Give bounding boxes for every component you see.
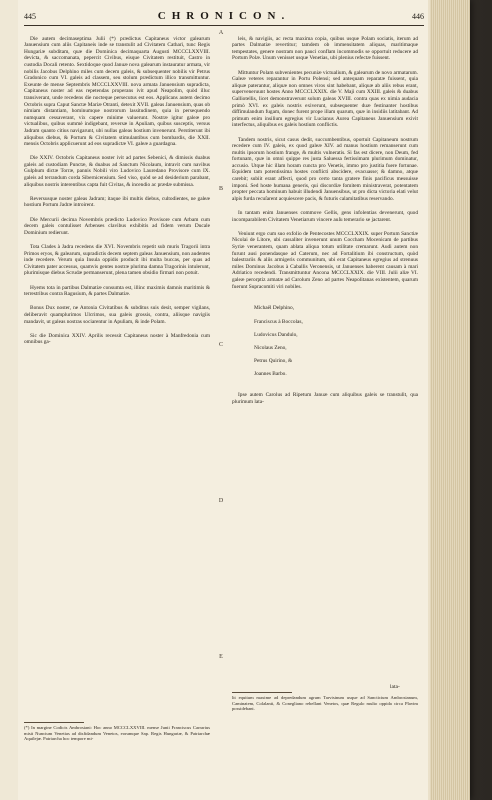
book-fore-edge (430, 0, 470, 800)
page-header (24, 8, 424, 24)
margin-letter-a: A (218, 30, 224, 36)
footnote-left: (*) In margine Codicis Ambrosiani: Hoc anno MCCCLXXVIII. mense Junii Franciscus Carrarius misit Nuncium Venetias ad disfidandum Venetos, eorumque Sap. Regis Hungariæ, & Patriarchæ Aquilejæ. Patriarcha hoc tempore mi- (24, 725, 210, 742)
footnote-rule-left (24, 722, 84, 723)
paragraph: Die autem decimaseptima Julii (*) prædictus Capitaneus victor galearum Januensium cum aliis Capitaneis inde se transtulit ad Civitatem Catharì, tunc Regis Hungariæ subditam, quæ die Dominica decimaquarta Augusti MCCCLXXVIII. devicta, & saccomanata, pepercit Civibus, eisque Civitatem restituit, Castro in custodia Docali retento. Sextidoque quod Januæ nova galearum instauratur armata, vir nobilis Jacobus Delphino miles cum decem galeis, & subsequenter nobilis vir Petrus Gradonico cum VI. galeis ad classem, seu stolum prædictum illico transmittuntur. Exeunte de mense Septembris MCCCLXXVIII. nova armata Januensium supradicta, Capitaneus noster ad eas repetendas properans ivit apud Neapolim, quòd illuc transiverant, unde recedens die nocteque persecutus est eos. Applicans autem decimo Octobris supra Caput Sanctæ Mariæ Otranti, detexit XVII. galeas Januensium, quas ob nimiam distantiam, hominumque nostrorum lassitudinem, quia in persequendo numquam cessaverant, vix capere minime valuerunt. Nostræ igitur galeæ pro victualibus, quibus summè indigebant, reversæ in Apuliam, quibus susceptis, versus Jadram quanto citius navigarunt, ubi nullas galeas hostium invenerunt. Perstiterunt ibi aliquibus diebus, & Portum & Civitatem stimulantibus cum bombardis, die XXII. mensis Octobris applicuerunt ad eos supradictæ VI. galeæ a guardagna. (24, 35, 210, 148)
paragraph: Sic die Dominica XXIV. Aprilis recessit Capitaneus noster à Manfredonia cum omnibus ga- (24, 332, 210, 346)
paragraph: In tantam enim Januenses commove Gellis, gens infolentias devenerunt, quod incomparabilem Civitatem Venetiarum vincere auſu temerario se jactarent. (232, 210, 418, 223)
name-list-item: Michaël Delphino, (254, 305, 295, 312)
paragraph: Die Mercurii decima Novembris prædicto Ludovico Provisore cum Arbam cum decem galeis contulisset Arbenses clavibus exhibitis ad fidem verum Ducale Dominium redierunt. (24, 216, 210, 236)
paragraph: Ipse autem Carolus ad Ripetum Januæ cum aliquibus galeis se transtulit, qua plurimum lata- (232, 392, 418, 405)
margin-letter-c: C (218, 342, 223, 348)
paragraph: Hyems tota in partibus Dalmatiæ consumta est, illinc maximis damnis maritimis & terrestribus contra Ragusium, & partes Dalmatiæ. (24, 284, 210, 298)
name-list-item: Ludovicus Dandulo, (254, 331, 298, 338)
running-title: CHRONICON. (157, 10, 291, 22)
margin-letter-e: E (219, 654, 223, 660)
right-column (232, 29, 418, 413)
paragraph: Bonus Dux noster, ne Antonia Civitatibus & subditus suis desit, semper vigilans, deliberavit quamplurimos Ulcrimos, sua galeis grossis, contra, aliisque navigiis mandavit, ut galeas nostras sociarentur in Apuliam, & inde Polam. (24, 305, 210, 325)
page-number-left: 445 (24, 11, 36, 21)
margin-letter-d: D (218, 498, 224, 504)
footnote-right: lit equitum maxime ad depredandum agrum Tarvisinum usque ad Sancticium Ambrosianum, Caminatem, Colalanti, & Conegliano rebellant Venetos, quæ Regulo multo oppida circa Plavim possidebant. (232, 695, 418, 712)
left-column (24, 29, 210, 354)
paragraph: Die XXIV. Octobris Capitaneus noster ivit ad partes Sebenici, & dimissis duabus galeis ad custodiam Punctæ, & duabus ad Sanctum Nicolaum, intravit cum navibus Gulphum dictæ Torræ, pannis Nobili viro Ludovico Lauredano Provisore cum IX. galeis ad terrandum corda Sibernicensium. Sed viso, quòd se ad desiderium parabant, aliquibus nostris interentibus capta fuit Civitas, & incendio ac prædæ submissa. (24, 155, 210, 188)
paragraph: Tota Clades à Jadra recedens die XVI. Novembris repetit sub muris Tragorii intra Primos eryos, & galearum, supradictis decem septem galeas Januensium, non audentes inde recedere. Verum quia Insula oppidis producit ibi multa buccas, per quas ad Civitatem pater accessus, quamvis gentes nostræ plurima damna Tragorinis intulerunt, plurimisque diebus Scrudæ permanserunt, plena tamen obsidio firmari non potuit. (24, 244, 210, 277)
page-number-right: 446 (411, 11, 424, 21)
name-list-item: Joannes Barbo. (254, 371, 287, 378)
paragraph: Veniunt ergo cum suo exfolio de Pentecostes MCCCLXXIX. super Portum Sanctiæ Nicolai de Litore, ubi cassaliter invenerunt unum Coccham Mocenicam de partibus Syriæ venerantem, quam ablata aliqua totum utilitate cremarunt. Audi autem non furunt ausi ponendasque ad Caterum, nec ad Fortalitium ibi constructum, quòd balestrariis & aliis armigeris communitum, ubi erat Capitaneus egregius ad strenuus miles Dominus Jacobus à Caballis Veronensis, ut Januenses haberent causam à mari Adriatico recedendi. Transmittuntur Ancona MCCCLXXIX. die VIII. Julii aliæ VI. galeæ perorptiz armatæ ad Carolum Zeno ad partes Neapolitanas existentem, quarum fuerunt Supracomiti viri nobiles. (232, 230, 418, 290)
margin-letter-b: B (218, 186, 223, 192)
name-list-item: Nicolaus Zeno, (254, 344, 287, 351)
catchword: lata- (390, 684, 400, 690)
page (18, 0, 428, 800)
paragraph: leis, & navigiis, ac recta maxima copia, quibus usque Polam sociatis, iterum ad partes Dalmatiæ revertitur; tamdem ob immensitatem aliquas, maritimaque tempestates, genere nostram non pauci conflam incommodis se opportuit reducere ad Portum Polæ. Unum venisset usque Venetias, ubi plenius refectæ fuissent. (232, 35, 418, 62)
name-list-item: Franciscus à Boccolas, (254, 318, 303, 325)
header-rule (24, 25, 424, 26)
name-list-item: Petrus Quirino, & (254, 358, 293, 365)
footnote-rule-right (232, 692, 292, 693)
paragraph: Tandem nostris, sicut casus dedit, succumbentibus, oportuit Capitaneum nostrum recedere cum IV. galeis, ex quod galeæ XIV. ad manus hostium remanserunt cum multis ipsorum hostium frange, & multis vulneratis. Si fas est dicere, non Deum, fed fortunam, quæ in omni quippe res justa Saluessa fertissimam plurimum dominatur, accusio. Utque hic illam horam cuncta pro Venetis, immo pro justitia fuere fortunae. Equidem tam potentissima hostes conflicti abscidere, evacuasse; & damno, atque carebit; subiit erant affecti, quod pro certo tanta gratere finis pacificus messuisse imponi. Sed hoste humana generis, qui discordiæ fomitem ministraverat, potentatem propter peccata hominum habuit illudendi Januensibus, ut pro dicta victoria elati velut alpis furda recuſarent acquiescere pacis, & futuris calamitatibus reservando. (232, 136, 418, 202)
name-list (254, 299, 418, 385)
paragraph: Reversusque noster galeas Jadram; itaque ibi multis diebus, cultodientes, ne galeæ hostium Portum Jadræ introirent. (24, 195, 210, 209)
paragraph: Mittuntur Polam subvenientes pecuniæ victualium, & galearum de novo armatarum. Galeæ veteres reparantur in Portu Polensi; sed antequam reparatæ fuissent, quia aliquæ paterantur, aliquæ non omnes viros sint habebant, aliquæ ab aliis rebus erant, superveneruunt hostes Anno MCCCLXXIX. die V. Maji cum XXIII. galeis & duabus Galliotellis, licet demonstraverunt solum galeas XVIII. contra quas ex nimia audacia primò XVI. ex galeis nostris exiverunt, subsequenter duæ festinanter hostibus diffimulandum fugam, donec furent prope illam quarum, quæ in insidiis latitabant. Ad primum enim insilium egregius vir Lucianus Aurea Capitaneus Januensium exivit interfectus, aliquibus ex galeis hostium conflictis. (232, 69, 419, 129)
